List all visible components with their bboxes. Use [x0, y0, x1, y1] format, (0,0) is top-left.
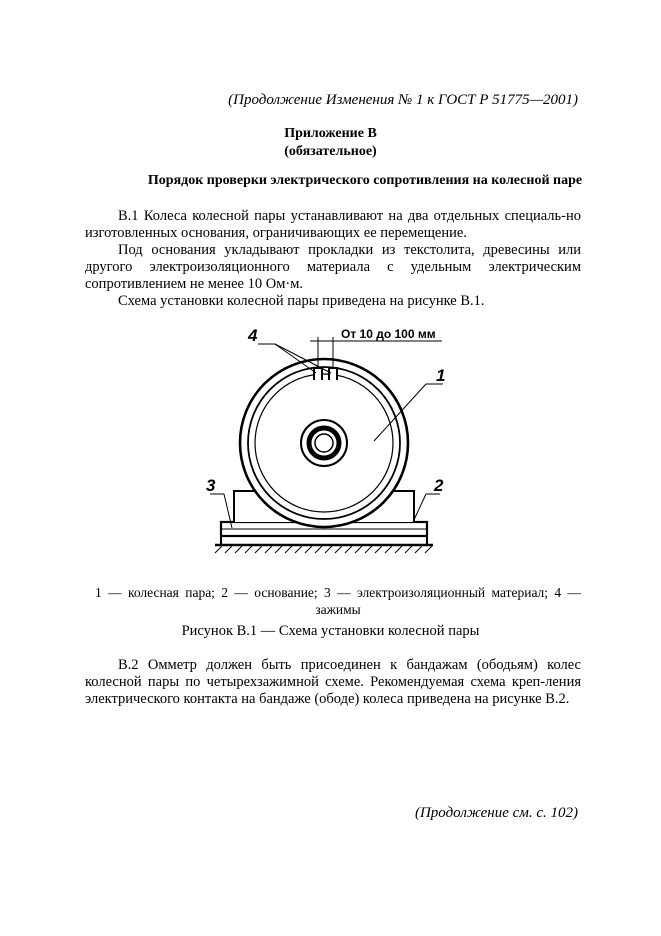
dimension-label: От 10 до 100 мм: [341, 327, 436, 341]
label-1: 1: [436, 366, 446, 385]
figure-caption: Рисунок В.1 — Схема установки колесной пары: [181, 623, 480, 639]
appendix-title: Приложение В: [284, 126, 377, 141]
page-footer: (Продолжение см. с. 102): [414, 805, 578, 821]
paragraph-b2: В.2 Омметр должен быть присоединен к бандажам (ободьям) колес колесной пары по четырехзажимной схеме. Рекомендуемая схема креп-ления электрического контакта на бандаже (ободе) колеса приведена на рисунке В.2.: [85, 657, 581, 707]
paragraph-scheme-ref: Схема установки колесной пары приведена на рисунке В.1.: [118, 293, 485, 309]
wheel: [240, 359, 408, 527]
label-4: 4: [248, 326, 258, 345]
figure-legend: 1 — колесная пара; 2 — основание; 3 — электроизоляционный материал; 4 — зажимы: [95, 585, 581, 617]
ground-hatching: [215, 536, 433, 553]
paragraph-b1: В.1 Колеса колесной пары устанавливают на два отдельных специаль-но изготовленных основания, ограничивающих ее перемещение.: [85, 208, 581, 241]
section-title: Порядок проверки электрического сопротивления на колесной паре: [147, 173, 583, 188]
label-3: 3: [206, 476, 216, 495]
appendix-subtitle: (обязательное): [284, 144, 377, 159]
label-2: 2: [434, 476, 444, 495]
page-header: (Продолжение Изменения № 1 к ГОСТ Р 51775—2001): [228, 92, 578, 108]
paragraph-insulation: Под основания укладывают прокладки из текстолита, древесины или другого электроизоляционного материала с удельным электрическим сопротивлением не менее 10 Ом·м.: [85, 242, 581, 292]
